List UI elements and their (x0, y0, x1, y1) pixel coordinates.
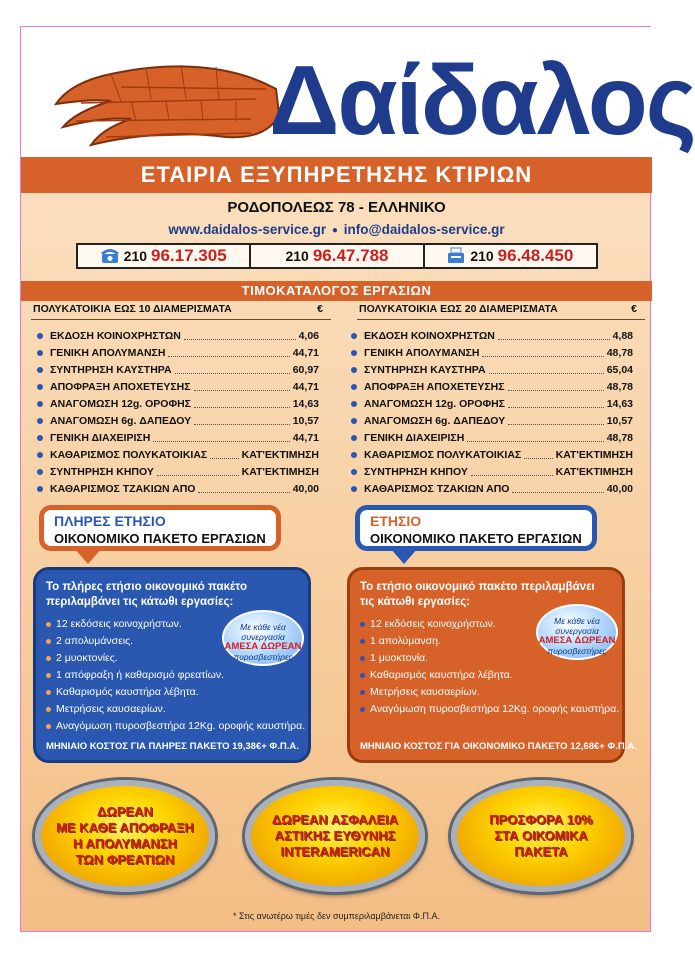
bullet-icon (46, 690, 51, 695)
package-item: Αναγόμωση πυροσβεστήρα 12Kg. οροφής καυστήρα. (360, 701, 612, 718)
bullet-icon (37, 469, 43, 475)
bullet-icon (46, 673, 51, 678)
bullet-icon (351, 350, 357, 356)
bullet-icon (351, 452, 357, 458)
full-package-box: Το πλήρες ετήσιο οικονομικό πακέτο περιλαμβάνει τις κάτωθι εργασίες: 12 εκδόσεις κοινοχρήστων. 2 απολυμάνσεις. 2 μυοκτονίες. 1 απόφραξη ή καθαρισμό φρεατίων. Καθαρισμός καυστήρα λέβητα. Μετρήσεις καυσαερίων. Αναγόμωση πυροσβεστήρα 12Kg. οροφής καυστήρα. Με κάθε νέα συνεργασία ΑΜΕΣΑ ΔΩΡΕΑΝ πυροσβεστήρες ΜΗΝΙΑΙΟ ΚΟΣΤΟΣ ΓΙΑ ΠΛΗΡΕΣ ΠΑΚΕΤΟ 19,38€+ Φ.Π.Α. (33, 567, 311, 763)
left-column-heading: ΠΟΛΥΚΑΤΟΙΚΙΑ ΕΩΣ 10 ΔΙΑΜΕΡΙΣΜΑΤΑ € (33, 303, 331, 319)
service-name: ΚΑΘΑΡΙΣΜΟΣ ΠΟΛΥΚΑΤΟΙΚΙΑΣ (364, 448, 522, 461)
bullet-icon (46, 622, 51, 627)
service-price: 40,00 (606, 482, 633, 495)
euro-icon: € (317, 303, 323, 315)
wing-icon (51, 59, 281, 149)
bullet-icon (360, 639, 365, 644)
service-name: ΑΝΑΓΟΜΩΣΗ 12g. ΟΡΟΦΗΣ (50, 397, 191, 410)
service-price: 60,97 (292, 363, 319, 376)
company-type-band: ΕΤΑΙΡΙΑ ΕΞΥΠΗΡΕΤΗΣΗΣ ΚΤΙΡΙΩΝ (21, 157, 652, 193)
price-row (351, 480, 633, 497)
address: ΡΟΔΟΠΟΛΕΩΣ 78 - ΕΛΛΗΝΙΚΟ (227, 199, 446, 216)
price-row (37, 463, 319, 480)
bullet-icon (46, 724, 51, 729)
service-name: ΑΝΑΓΟΜΩΣΗ 12g. ΟΡΟΦΗΣ (364, 397, 505, 410)
dot-leader (524, 450, 552, 459)
package-item: 1 απολύμανση. (360, 633, 612, 650)
bullet-icon (360, 690, 365, 695)
service-name: ΚΑΘΑΡΙΣΜΟΣ ΤΖΑΚΙΩΝ ΑΠΟ (364, 482, 510, 495)
service-price: 48,78 (606, 346, 633, 359)
catalog-title: ΤΙΜΟΚΑΤΑΛΟΓΟΣ ΕΡΓΑΣΙΩΝ (21, 281, 652, 301)
bullet-icon (360, 656, 365, 661)
bullet-icon (37, 333, 43, 339)
fax-number: 96.48.450 (497, 246, 574, 265)
service-price: 40,00 (292, 482, 319, 495)
divider (31, 319, 331, 320)
website-link[interactable]: www.daidalos-service.gr (168, 222, 327, 237)
service-price: ΚΑΤ'ΕΚΤΙΜΗΣΗ (555, 448, 633, 461)
package-item: 1 απόφραξη ή καθαρισμό φρεατίων. (46, 667, 298, 684)
dot-leader (512, 484, 603, 493)
bullet-icon (37, 401, 43, 407)
service-name: ΣΥΝΤΗΡΗΣΗ ΚΗΠΟΥ (50, 465, 154, 478)
price-row (351, 446, 633, 463)
phone-number: 96.47.788 (312, 246, 389, 265)
bullet-icon (37, 486, 43, 492)
bullet-icon (46, 707, 51, 712)
price-row (351, 429, 633, 446)
price-row (37, 395, 319, 412)
price-row (351, 327, 633, 344)
phone-3[interactable]: 210 96.48.450 (425, 245, 596, 267)
service-name: ΑΝΑΓΟΜΩΣΗ 6g. ΔΑΠΕΔΟΥ (50, 414, 192, 427)
service-name: ΣΥΝΤΗΡΗΣΗ ΚΗΠΟΥ (364, 465, 468, 478)
header (21, 27, 695, 157)
package-item: 1 μυοκτονία. (360, 650, 612, 667)
bullet-icon (360, 707, 365, 712)
package-item: 12 εκδόσεις κοινοχρήστων. (46, 616, 298, 633)
service-price: 44,71 (292, 431, 319, 444)
bullet-icon (37, 384, 43, 390)
price-row (37, 378, 319, 395)
service-name: ΓΕΝΙΚΗ ΔΙΑΧΕΙΡΙΣΗ (364, 431, 465, 444)
dot-leader (194, 416, 290, 425)
dot-leader (194, 382, 290, 391)
service-name: ΓΕΝΙΚΗ ΑΠΟΛΥΜΑΝΣΗ (50, 346, 166, 359)
divider (357, 319, 645, 320)
basic-package-cost: ΜΗΝΙΑΙΟ ΚΟΣΤΟΣ ΓΙΑ ΟΙΚΟΝΟΜΙΚΟ ΠΑΚΕΤΟ 12,68€+ Φ.Π.Α. (360, 741, 637, 752)
dot-leader (482, 348, 603, 357)
dot-leader (210, 450, 238, 459)
price-row (37, 327, 319, 344)
bullet-icon (351, 333, 357, 339)
price-list-right (351, 327, 633, 497)
package-item: Αναγόμωση πυροσβεστήρα 12Kg. οροφής καυστήρα. (46, 718, 298, 735)
full-package-bubble: ΠΛΗΡΕΣ ΕΤΗΣΙΟ ΟΙΚΟΝΟΜΙΚΟ ΠΑΚΕΤΟ ΕΡΓΑΣΙΩΝ (39, 505, 281, 551)
fax-icon (447, 248, 465, 264)
dot-leader (508, 416, 604, 425)
basic-package-bubble: ΕΤΗΣΙΟ ΟΙΚΟΝΟΜΙΚΟ ΠΑΚΕΤΟ ΕΡΓΑΣΙΩΝ (355, 505, 597, 551)
price-row (351, 361, 633, 378)
package-item: 2 μυοκτονίες. (46, 650, 298, 667)
price-row (351, 378, 633, 395)
service-price: 10,57 (292, 414, 319, 427)
bullet-icon (46, 656, 51, 661)
footnote: * Στις ανωτέρω τιμές δεν συμπεριλαμβάνεται Φ.Π.Α. (233, 911, 440, 921)
package-item: Μετρήσεις καυσαερίων. (46, 701, 298, 718)
service-name: ΚΑΘΑΡΙΣΜΟΣ ΠΟΛΥΚΑΤΟΙΚΙΑΣ (50, 448, 208, 461)
service-name: ΓΕΝΙΚΗ ΑΠΟΛΥΜΑΝΣΗ (364, 346, 480, 359)
package-item: 2 απολυμάνσεις. (46, 633, 298, 650)
dot-leader (153, 433, 289, 442)
bullet-icon (37, 435, 43, 441)
service-price: 4,06 (298, 329, 319, 342)
dot-leader (175, 365, 290, 374)
dot-leader (508, 399, 604, 408)
offer-free-drain-cleaning: ΔΩΡΕΑΝ ΜΕ ΚΑΘΕ ΑΠΟΦΡΑΞΗ Η ΑΠΟΛΥΜΑΝΣΗ ΤΩΝ ΦΡΕΑΤΙΩΝ (35, 780, 215, 892)
bullet-icon (360, 673, 365, 678)
service-name: ΣΥΝΤΗΡΗΣΗ ΚΑΥΣΤΗΡΑ (364, 363, 486, 376)
bullet-icon (360, 622, 365, 627)
phone-box (76, 243, 598, 269)
bullet-icon (37, 367, 43, 373)
bullet-icon (37, 350, 43, 356)
service-price: 44,71 (292, 380, 319, 393)
right-column-heading: ΠΟΛΥΚΑΤΟΙΚΙΑ ΕΩΣ 20 ΔΙΑΜΕΡΙΣΜΑΤΑ € (359, 303, 645, 319)
bullet-icon (351, 384, 357, 390)
service-name: ΕΚΔΟΣΗ ΚΟΙΝΟΧΡΗΣΤΩΝ (50, 329, 181, 342)
price-row (37, 480, 319, 497)
bullet-icon (37, 418, 43, 424)
service-price: ΚΑΤ'ΕΚΤΙΜΗΣΗ (555, 465, 633, 478)
bullet-icon (46, 639, 51, 644)
euro-icon: € (631, 303, 637, 315)
package-item: Μετρήσεις καυσαερίων. (360, 684, 612, 701)
price-row (37, 344, 319, 361)
bullet-icon (351, 469, 357, 475)
dot-leader (489, 365, 604, 374)
offer-discount: ΠΡΟΣΦΟΡΑ 10% ΣΤΑ ΟΙΚΟΜΙΚΑ ΠΑΚΕΤΑ (451, 780, 631, 892)
company-logo-text: Δαίδαλος (269, 45, 695, 155)
dot-leader (157, 467, 239, 476)
package-item: 12 εκδόσεις κοινοχρήστων. (360, 616, 612, 633)
contact-web (21, 222, 652, 237)
bullet-icon (351, 486, 357, 492)
service-name: ΑΠΟΦΡΑΞΗ ΑΠΟΧΕΤΕΥΣΗΣ (364, 380, 505, 393)
price-row (351, 344, 633, 361)
bullet-icon (351, 435, 357, 441)
dot-leader (467, 433, 603, 442)
price-row (351, 395, 633, 412)
flyer-page (20, 26, 695, 932)
service-price: 44,71 (292, 346, 319, 359)
bullet-icon (351, 367, 357, 373)
free-extinguisher-badge: Με κάθε νέα συνεργασία ΑΜΕΣΑ ΔΩΡΕΑΝ πυροσβεστήρες (222, 610, 304, 666)
service-price: ΚΑΤ'ΕΚΤΙΜΗΣΗ (241, 465, 319, 478)
service-price: 48,78 (606, 431, 633, 444)
price-row (37, 412, 319, 429)
basic-package-box: Το ετήσιο οικονομικό πακέτο περιλαμβάνει τις κάτωθι εργασίες: 12 εκδόσεις κοινοχρήστων. 1 απολύμανση. 1 μυοκτονία. Καθαρισμός καυστήρα λέβητα. Μετρήσεις καυσαερίων. Αναγόμωση πυροσβεστήρα 12Kg. οροφής καυστήρα. Με κάθε νέα συνεργασία ΑΜΕΣΑ ΔΩΡΕΑΝ πυροσβεστήρες ΜΗΝΙΑΙΟ ΚΟΣΤΟΣ ΓΙΑ ΟΙΚΟΝΟΜΙΚΟ ΠΑΚΕΤΟ 12,68€+ Φ.Π.Α. (347, 567, 625, 763)
service-price: ΚΑΤ'ΕΚΤΙΜΗΣΗ (241, 448, 319, 461)
dot-leader (194, 399, 290, 408)
service-price: 65,04 (606, 363, 633, 376)
service-name: ΓΕΝΙΚΗ ΔΙΑΧΕΙΡΙΣΗ (50, 431, 151, 444)
price-list-left (37, 327, 319, 497)
phone-1[interactable]: 210 96.17.305 (78, 245, 251, 267)
offer-free-insurance: ΔΩΡΕΑΝ ΑΣΦΑΛΕΙΑ ΑΣΤΙΚΗΣ ΕΥΘΥΝΗΣ INTERAMERICAN (245, 780, 425, 892)
price-row (351, 412, 633, 429)
price-row (351, 463, 633, 480)
dot-leader (184, 331, 296, 340)
dot-leader (168, 348, 289, 357)
dot-leader (471, 467, 553, 476)
email-link[interactable]: info@daidalos-service.gr (343, 222, 505, 237)
service-name: ΣΥΝΤΗΡΗΣΗ ΚΑΥΣΤΗΡΑ (50, 363, 172, 376)
service-price: 48,78 (606, 380, 633, 393)
service-name: ΚΑΘΑΡΙΣΜΟΣ ΤΖΑΚΙΩΝ ΑΠΟ (50, 482, 196, 495)
service-price: 14,63 (292, 397, 319, 410)
service-name: ΑΝΑΓΟΜΩΣΗ 6g. ΔΑΠΕΔΟΥ (364, 414, 506, 427)
full-package-cost: ΜΗΝΙΑΙΟ ΚΟΣΤΟΣ ΓΙΑ ΠΛΗΡΕΣ ΠΑΚΕΤΟ 19,38€+ Φ.Π.Α. (46, 741, 299, 752)
bullet-icon (351, 418, 357, 424)
service-name: ΑΠΟΦΡΑΞΗ ΑΠΟΧΕΤΕΥΣΗΣ (50, 380, 191, 393)
price-row (37, 361, 319, 378)
phone-icon (101, 248, 119, 264)
phone-number: 96.17.305 (151, 246, 227, 265)
free-extinguisher-badge: Με κάθε νέα συνεργασία ΑΜΕΣΑ ΔΩΡΕΑΝ πυροσβεστήρες (536, 604, 618, 660)
separator-dot-icon: ● (331, 224, 338, 236)
service-price: 10,57 (606, 414, 633, 427)
price-row (37, 429, 319, 446)
bullet-icon (351, 401, 357, 407)
bullet-icon (37, 452, 43, 458)
service-price: 4,88 (612, 329, 633, 342)
price-row (37, 446, 319, 463)
dot-leader (498, 331, 610, 340)
service-name: ΕΚΔΟΣΗ ΚΟΙΝΟΧΡΗΣΤΩΝ (364, 329, 495, 342)
package-item: Καθαρισμός καυστήρα λέβητα. (46, 684, 298, 701)
package-item: Καθαρισμός καυστήρα λέβητα. (360, 667, 612, 684)
dot-leader (198, 484, 289, 493)
service-price: 14,63 (606, 397, 633, 410)
dot-leader (508, 382, 604, 391)
phone-2[interactable]: 210 96.47.788 (251, 245, 424, 267)
